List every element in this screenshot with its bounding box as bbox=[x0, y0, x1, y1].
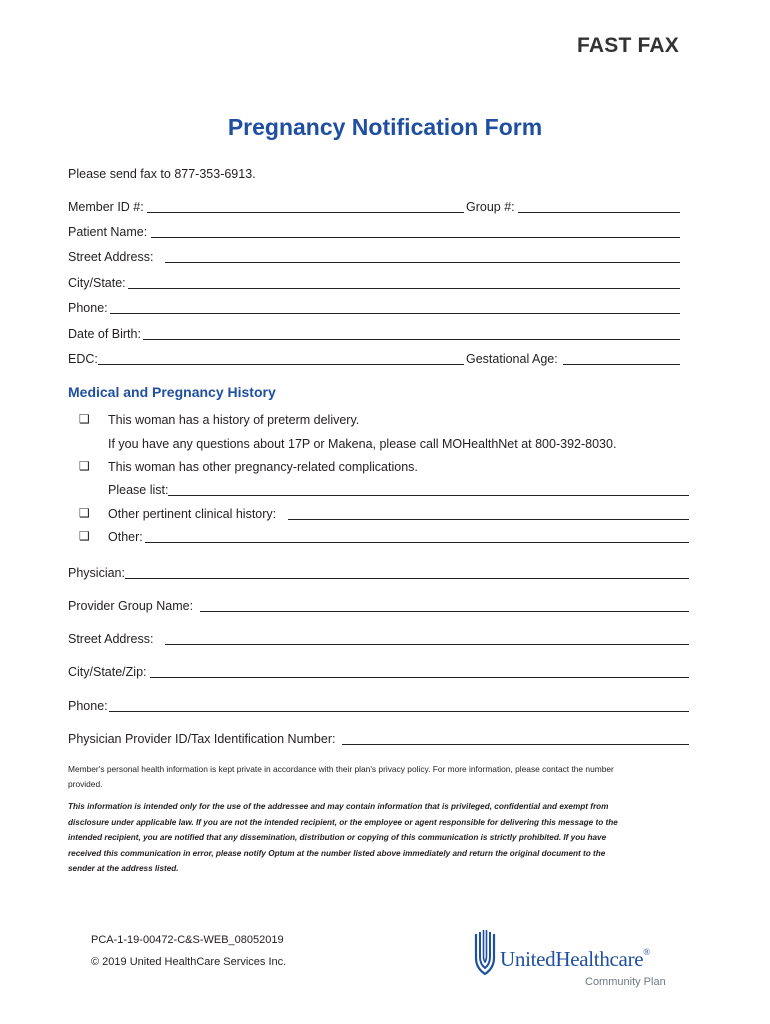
provider-street-label: Street Address: bbox=[68, 632, 154, 646]
registered-mark: ® bbox=[643, 947, 650, 957]
member-id-field[interactable] bbox=[147, 212, 464, 213]
complications-label: This woman has other pregnancy-related complications. bbox=[108, 460, 418, 474]
confidentiality-notice: This information is intended only for the use of the addressee and may contain information that is privileged, confidential and exempt from disclosure under applicable law. If you are not the intended recipient, or the employee or agent responsible for delivering this message to the intended recipient, you are notified that any dissemination, distribution or copying of this communication is strictly prohibited. If you have received this communication in error, please notify Optum at the number listed above immediately and return the original document to the sender at the address listed. bbox=[68, 802, 618, 874]
other-label: Other: bbox=[108, 530, 143, 544]
group-field[interactable] bbox=[518, 212, 680, 213]
other-clinical-checkbox[interactable]: ❑ bbox=[79, 506, 90, 520]
member-id-label: Member ID #: bbox=[68, 200, 144, 214]
please-list-label: Please list: bbox=[108, 483, 169, 497]
edc-label: EDC: bbox=[68, 352, 98, 366]
preterm-checkbox[interactable]: ❑ bbox=[79, 412, 90, 426]
preterm-label: This woman has a history of preterm delivery. bbox=[108, 413, 360, 427]
provider-group-label: Provider Group Name: bbox=[68, 599, 194, 613]
dob-field[interactable] bbox=[143, 339, 680, 340]
other-field[interactable] bbox=[145, 542, 689, 543]
other-clinical-field[interactable] bbox=[288, 519, 689, 520]
provider-street-field[interactable] bbox=[165, 644, 689, 645]
please-list-field[interactable] bbox=[168, 495, 689, 496]
uhc-shield-logo bbox=[474, 930, 496, 976]
form-code: PCA-1-19-00472-C&S-WEB_08052019 bbox=[91, 934, 284, 946]
city-state-zip-label: City/State/Zip: bbox=[68, 665, 147, 679]
uhc-logo-name: UnitedHealthcare bbox=[500, 947, 644, 971]
patient-name-label: Patient Name: bbox=[68, 225, 148, 239]
provider-group-field[interactable] bbox=[200, 611, 689, 612]
questions-note: If you have any questions about 17P or Makena, please call MOHealthNet at 800-392-8030. bbox=[108, 437, 617, 451]
group-label: Group #: bbox=[466, 200, 515, 214]
complications-checkbox[interactable]: ❑ bbox=[79, 459, 90, 473]
patient-name-field[interactable] bbox=[151, 237, 680, 238]
gestational-age-label: Gestational Age: bbox=[466, 352, 558, 366]
street-address-label: Street Address: bbox=[68, 250, 154, 264]
history-heading: Medical and Pregnancy History bbox=[68, 384, 276, 400]
city-state-field[interactable] bbox=[128, 288, 680, 289]
fast-fax-heading: FAST FAX bbox=[577, 34, 679, 57]
member-phone-field[interactable] bbox=[110, 313, 680, 314]
other-checkbox[interactable]: ❑ bbox=[79, 529, 90, 543]
provider-phone-field[interactable] bbox=[109, 711, 689, 712]
gestational-age-field[interactable] bbox=[563, 364, 680, 365]
edc-field[interactable] bbox=[98, 364, 464, 365]
member-phone-label: Phone: bbox=[68, 301, 108, 315]
dob-label: Date of Birth: bbox=[68, 327, 141, 341]
uhc-logo-subtitle: Community Plan bbox=[585, 976, 666, 988]
physician-field[interactable] bbox=[125, 578, 689, 579]
street-address-field[interactable] bbox=[165, 262, 680, 263]
privacy-disclaimer: Member's personal health information is kept private in accordance with their plan's privacy policy. For more information, please contact the number provided. bbox=[68, 764, 614, 789]
provider-phone-label: Phone: bbox=[68, 699, 108, 713]
copyright: © 2019 United HealthCare Services Inc. bbox=[91, 956, 287, 968]
other-clinical-label: Other pertinent clinical history: bbox=[108, 507, 277, 521]
uhc-logo-text bbox=[500, 947, 650, 972]
provider-id-field[interactable] bbox=[342, 744, 689, 745]
provider-id-label: Physician Provider ID/Tax Identification Number: bbox=[68, 732, 336, 746]
form-title: Pregnancy Notification Form bbox=[227, 114, 543, 140]
city-state-label: City/State: bbox=[68, 276, 126, 290]
city-state-zip-field[interactable] bbox=[150, 677, 689, 678]
physician-label: Physician: bbox=[68, 566, 125, 580]
fax-instruction: Please send fax to 877-353-6913. bbox=[68, 167, 256, 181]
